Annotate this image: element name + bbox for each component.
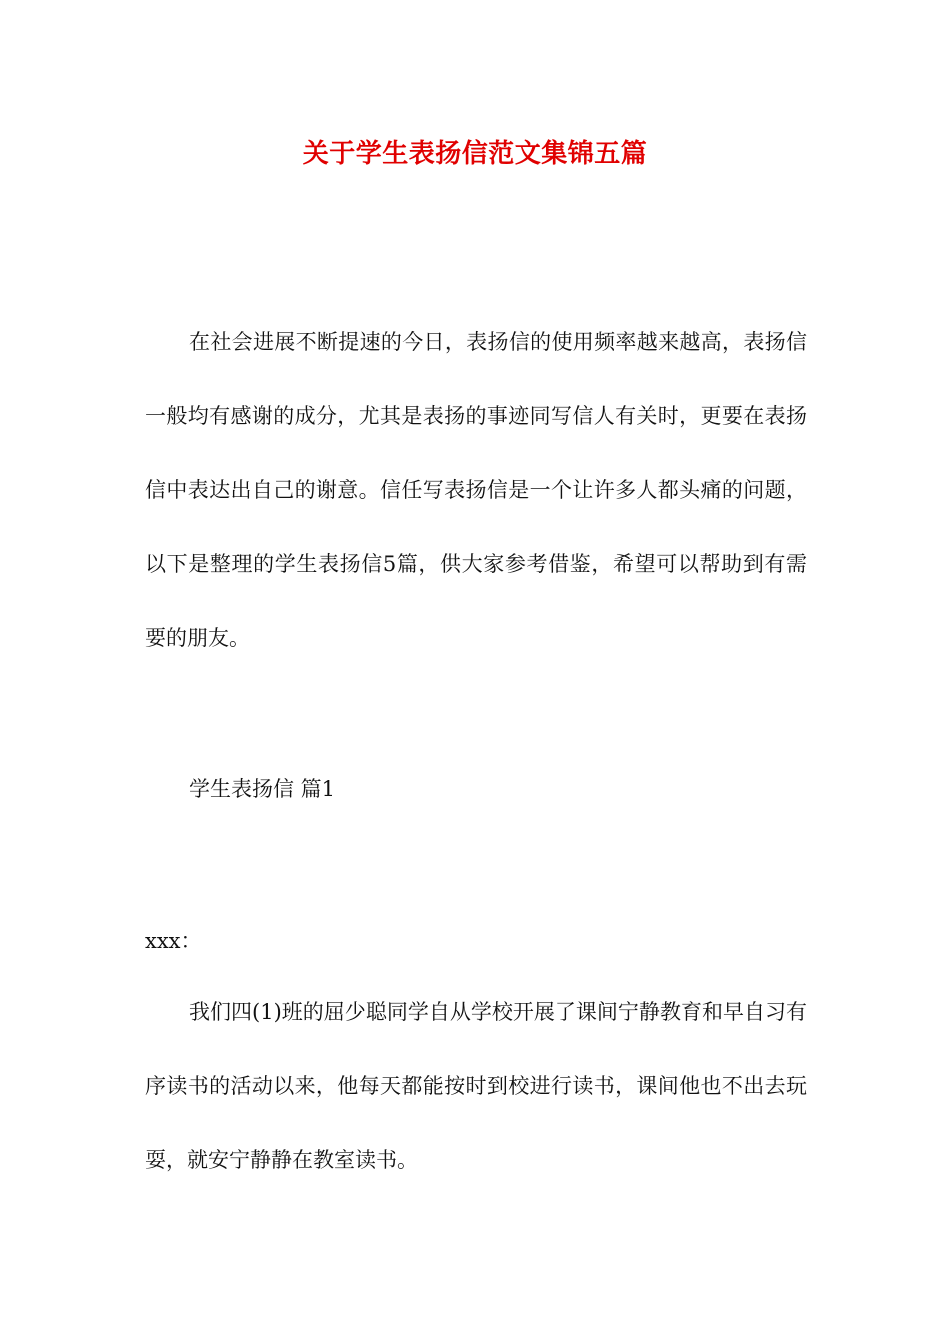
letter-salutation: xxx： (145, 929, 202, 953)
document-title: 关于学生表扬信范文集锦五篇 (302, 139, 648, 169)
intro-paragraph: 在社会进展不断提速的今日，表扬信的使用频率越来越高，表扬信一般均有感谢的成分，尤其是表扬的事迹同写信人有关时，更要在表扬信中表达出自己的谢意。信任写表扬信是一个让许多人都头痛的问题，以下是整理的学生表扬信5篇，供大家参考借鉴，希望可以帮助到有需要的朋友。 (145, 330, 807, 650)
section-heading: 学生表扬信 篇1 (189, 777, 336, 801)
letter-body-paragraph: 我们四(1)班的屈少聪同学自从学校开展了课间宁静教育和早自习有序读书的活动以来，他每天都能按时到校进行读书，课间他也不出去玩耍，就安宁静静在教室读书。 (145, 1000, 807, 1172)
